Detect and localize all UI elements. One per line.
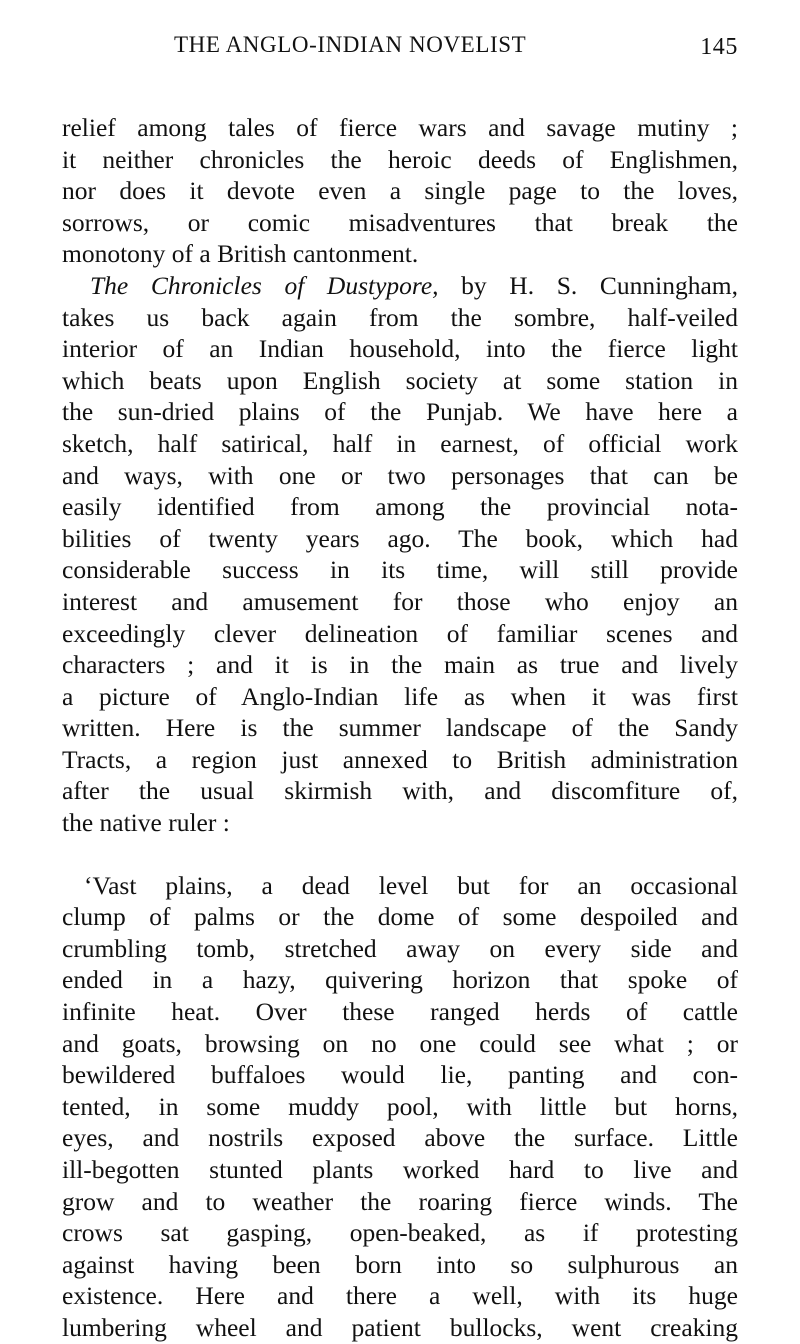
- block-quote: [62, 870, 738, 1344]
- text-line: bewildered buffaloes would lie, panting and con-: [62, 1060, 738, 1090]
- text-line: it neither chronicles the heroic deeds of Englishmen,: [62, 144, 738, 174]
- book-title: The Chronicles of Dustypore,: [90, 270, 439, 300]
- text-line: relief among tales of fierce wars and savage mutiny ;: [62, 113, 738, 142]
- text-line: which beats upon English society at some station in: [62, 365, 738, 395]
- text-line: crumbling tomb, stretched away on every side and: [62, 933, 738, 963]
- text-line: nor does it devote even a single page to the loves,: [62, 176, 738, 206]
- text-line: interest and amusement for those who enjoy an: [62, 586, 738, 616]
- text-line: ended in a hazy, quivering horizon that spoke of: [62, 965, 738, 995]
- text-line: clump of palms or the dome of some despoiled and: [62, 902, 738, 932]
- text-line: a picture of Anglo-Indian life as when it was first: [62, 681, 738, 711]
- text-line: infinite heat. Over these ranged herds of cattle: [62, 997, 738, 1027]
- author-credit: by H. S. Cunningham,: [438, 270, 738, 300]
- text-line: lumbering wheel and patient bullocks, went creaking: [62, 1312, 738, 1342]
- text-line: bilities of twenty years ago. The book, which had: [62, 523, 738, 553]
- paragraph-2: [62, 270, 738, 839]
- body-text: [62, 112, 738, 1344]
- text-line: written. Here is the summer landscape of the Sandy: [62, 713, 738, 743]
- text-line: sketch, half satirical, half in earnest, of official work: [62, 428, 738, 458]
- text-line: grow and to weather the roaring fierce winds. The: [62, 1186, 738, 1216]
- text-line: interior of an Indian household, into the fierce light: [62, 334, 738, 364]
- text-line: eyes, and nostrils exposed above the surface. Little: [62, 1123, 738, 1153]
- text-line: considerable success in its time, will still provide: [62, 555, 738, 585]
- text-line: [62, 270, 738, 302]
- text-line: crows sat gasping, open-beaked, as if protesting: [62, 1218, 738, 1248]
- text-line: characters ; and it is in the main as true and lively: [62, 650, 738, 680]
- text-line: Tracts, a region just annexed to British administration: [62, 744, 738, 774]
- text-line: monotony of a British cantonment.: [62, 239, 419, 269]
- text-line: easily identified from among the provincial nota-: [62, 492, 738, 522]
- text-line: the sun-dried plains of the Punjab. We have here a: [62, 397, 738, 427]
- page-number: 145: [700, 34, 738, 60]
- running-head-title: THE ANGLO-INDIAN NOVELIST: [174, 32, 527, 57]
- text-line: against having been born into so sulphurous an: [62, 1249, 738, 1279]
- text-line: takes us back again from the sombre, half-veiled: [62, 302, 738, 332]
- text-line: and ways, with one or two personages that can be: [62, 460, 738, 490]
- text-line: existence. Here and there a well, with its huge: [62, 1281, 738, 1311]
- running-head: [62, 32, 738, 62]
- text-line: exceedingly clever delineation of familiar scenes and: [62, 618, 738, 648]
- text-line: tented, in some muddy pool, with little but horns,: [62, 1091, 738, 1121]
- text-line: after the usual skirmish with, and discomfiture of,: [62, 776, 738, 806]
- paragraph-1: [62, 112, 738, 270]
- text-line: and goats, browsing on no one could see what ; or: [62, 1028, 738, 1058]
- text-line: sorrows, or comic misadventures that break the: [62, 207, 738, 237]
- text-line: ‘Vast plains, a dead level but for an occasional: [84, 870, 738, 900]
- text-line: ill-begotten stunted plants worked hard to live and: [62, 1155, 738, 1184]
- block-quote-gap: [62, 839, 738, 870]
- text-line: the native ruler :: [62, 808, 230, 838]
